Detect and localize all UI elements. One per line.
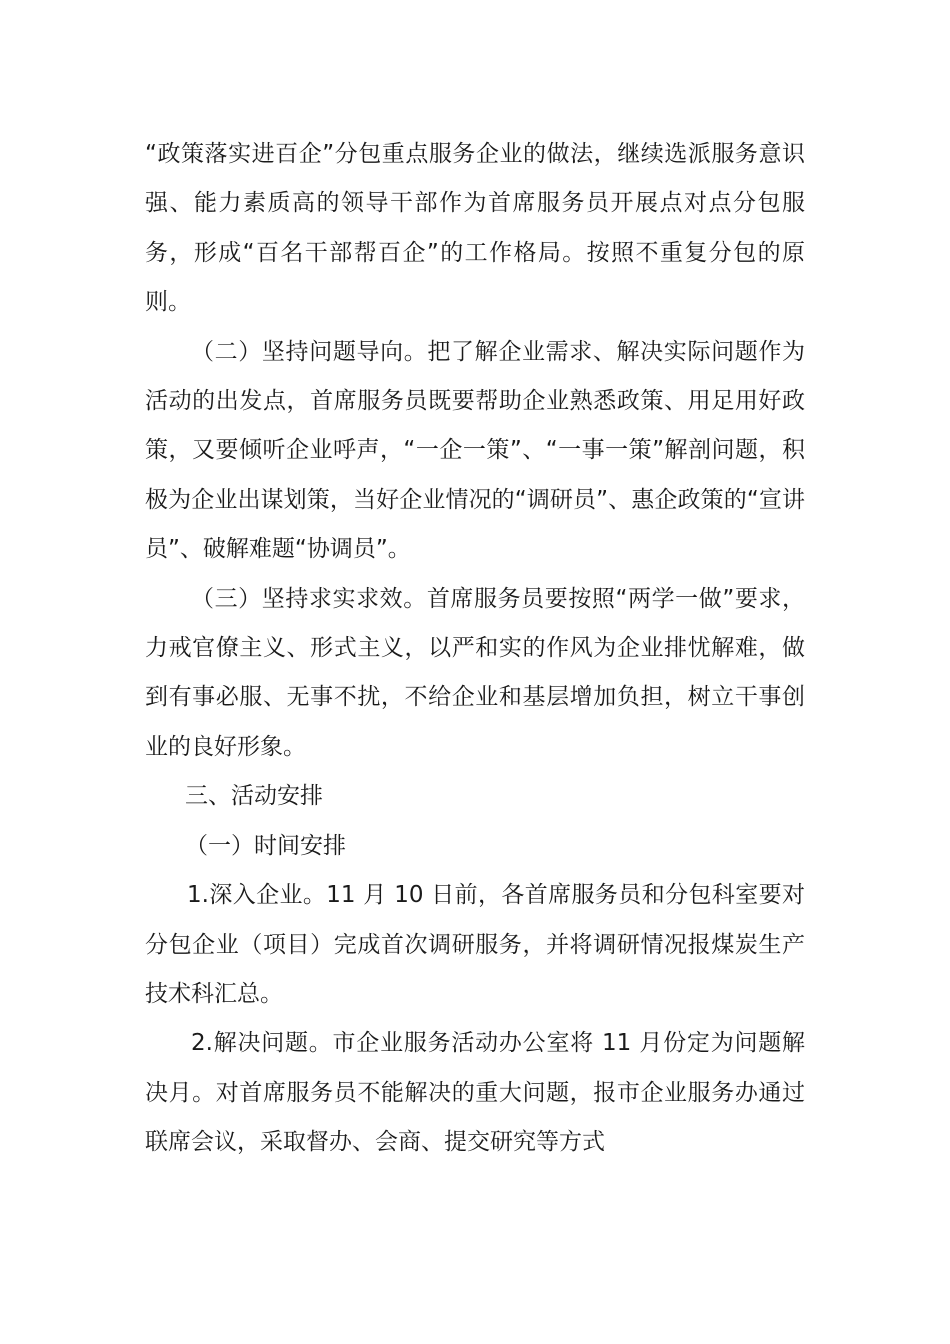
- document-body: [145, 130, 805, 1168]
- subsection-heading-time-arrangement: （一）时间安排: [185, 832, 346, 859]
- paragraph-solve-problems: 2.解决问题。市企业服务活动办公室将 11 月份定为问题解决月。对首席服务员不能解决的重大问题，报市企业服务办通过联席会议，采取督办、会商、提交研究等方式: [145, 1030, 805, 1156]
- section-heading-activity-arrangement: 三、活动安排: [185, 783, 323, 810]
- paragraph-problem-orientation: （二）坚持问题导向。把了解企业需求、解决实际问题作为活动的出发点，首席服务员既要帮助企业熟悉政策、用足用好政策，又要倾听企业呼声，“一企一策”、“一事一策”解剖问题，积极为企业出谋划策，当好企业情况的“调研员”、惠企政策的“宣讲员”、破解难题“协调员”。: [145, 338, 805, 563]
- paragraph-go-into-enterprises: 1.深入企业。11 月 10 日前，各首席服务员和分包科室要对分包企业（项目）完成首次调研服务，并将调研情况报煤炭生产技术科汇总。: [145, 882, 805, 1007]
- paragraph-practical-results: （三）坚持求实求效。首席服务员要按照“两学一做”要求，力戒官僚主义、形式主义，以严和实的作风为企业排忧解难，做到有事必服、无事不扰，不给企业和基层增加负担，树立干事创业的良好形象。: [145, 585, 805, 760]
- paragraph-continuation: “政策落实进百企”分包重点服务企业的做法，继续选派服务意识强、能力素质高的领导干部作为首席服务员开展点对点分包服务，形成“百名干部帮百企”的工作格局。按照不重复分包的原则。: [145, 141, 805, 316]
